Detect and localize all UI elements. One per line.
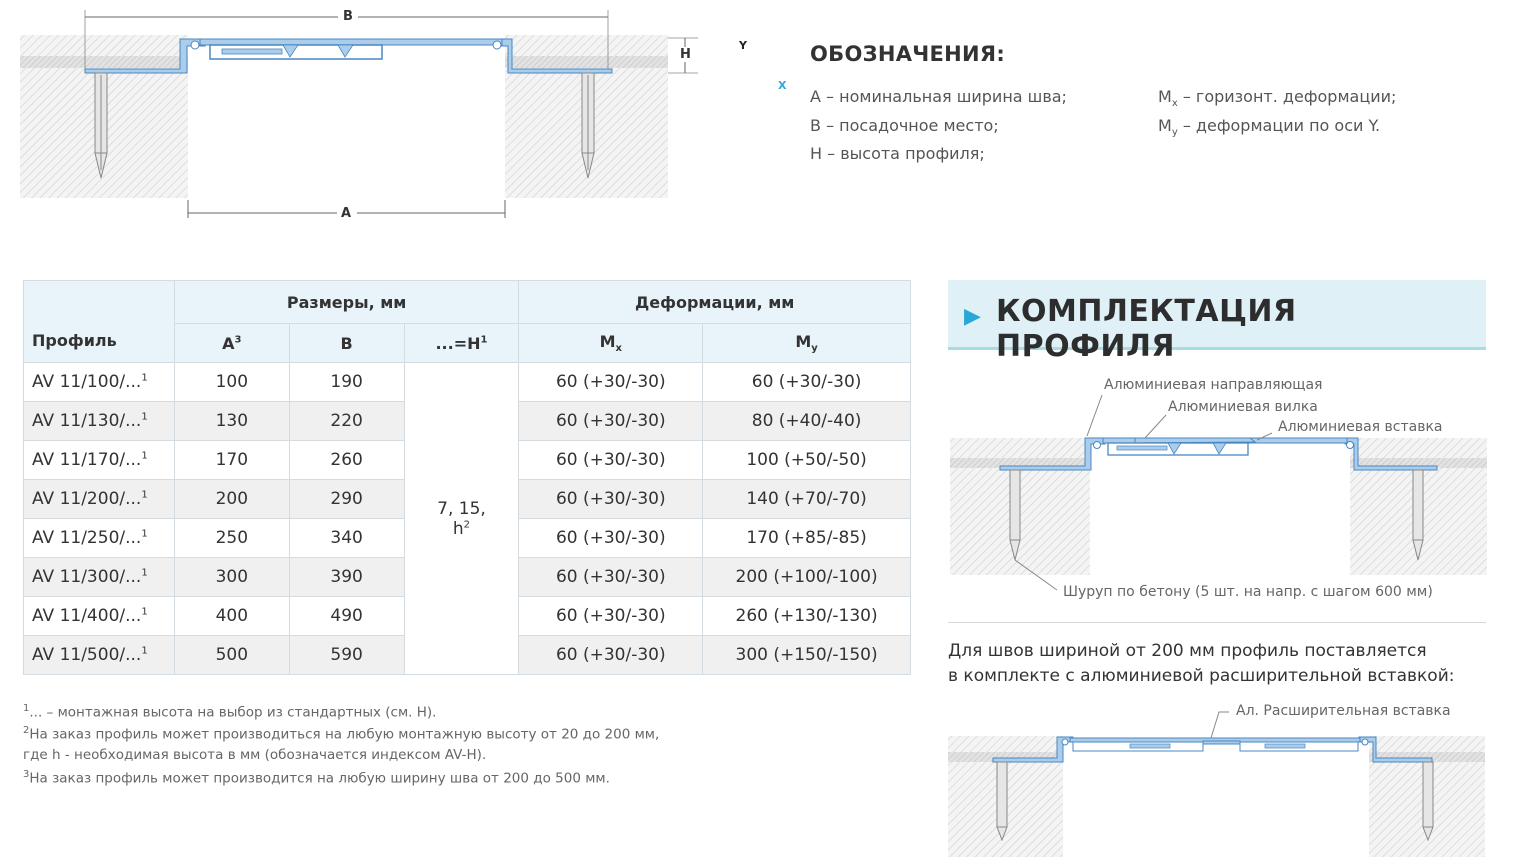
cell-mx: 60 (+30/-30) bbox=[519, 402, 703, 441]
right-anchor-screw bbox=[582, 73, 594, 178]
cell-mx: 60 (+30/-30) bbox=[519, 441, 703, 480]
legend-mx-symbol: M bbox=[1158, 87, 1172, 106]
cell-a: 130 bbox=[174, 402, 289, 441]
kit-section-title: КОМПЛЕКТАЦИЯ ПРОФИЛЯ bbox=[996, 294, 1297, 364]
col-header-h: $...=H^1$ bbox=[404, 324, 519, 363]
legend-item-my bbox=[1158, 116, 1380, 138]
cell-a: 500 bbox=[174, 636, 289, 675]
table-row bbox=[24, 363, 911, 402]
axis-y-label: Y bbox=[739, 39, 747, 52]
legend-my-symbol: M bbox=[1158, 116, 1172, 135]
exp-insert bbox=[1203, 741, 1240, 744]
left-screed-layer bbox=[20, 56, 188, 68]
exp-right-anchor bbox=[1423, 762, 1433, 840]
cell-b: 390 bbox=[289, 558, 404, 597]
footnote-2-cont: где h - необходимая высота в мм (обозначается индексом AV-H). bbox=[23, 747, 487, 763]
cell-h-merged: 7, 15, $h^2$ bbox=[404, 363, 519, 675]
cell-a: 170 bbox=[174, 441, 289, 480]
callout-guide: Алюминиевая направляющая bbox=[1104, 377, 1323, 393]
cell-profile: AV 11/500/...$^1$ bbox=[24, 636, 175, 675]
kit-divider bbox=[948, 622, 1486, 623]
cell-profile: AV 11/200/...$^1$ bbox=[24, 480, 175, 519]
footnote-1: $^1$... – монтажная высота на выбор из стандартных (см. Н). bbox=[23, 703, 437, 721]
cell-mx: 60 (+30/-30) bbox=[519, 558, 703, 597]
cell-my: 80 (+40/-40) bbox=[703, 402, 911, 441]
col-header-a: $А^3$ bbox=[174, 324, 289, 363]
cell-profile: AV 11/250/...$^1$ bbox=[24, 519, 175, 558]
cell-my: 140 (+70/-70) bbox=[703, 480, 911, 519]
cell-b: 490 bbox=[289, 597, 404, 636]
cell-my: 100 (+50/-50) bbox=[703, 441, 911, 480]
callout-fork: Алюминиевая вилка bbox=[1168, 399, 1318, 415]
dim-b-label: B bbox=[343, 9, 353, 24]
cell-my: 200 (+100/-100) bbox=[703, 558, 911, 597]
legend-title: ОБОЗНАЧЕНИЯ: bbox=[810, 42, 1006, 66]
cell-b: 340 bbox=[289, 519, 404, 558]
legend-mx-text: – горизонт. деформации; bbox=[1177, 87, 1397, 106]
footnote-3: $^3$На заказ профиль может производится на любую ширину шва от 200 до 500 мм. bbox=[23, 769, 610, 787]
profile-cross-section-diagram bbox=[0, 0, 720, 235]
callout-screw: Шуруп по бетону (5 шт. на напр. с шагом 600 мм) bbox=[1063, 584, 1433, 600]
cell-b: 590 bbox=[289, 636, 404, 675]
col-header-mx: $M_x$ bbox=[519, 324, 703, 363]
cell-mx: 60 (+30/-30) bbox=[519, 363, 703, 402]
legend-my-text: – деформации по оси Y. bbox=[1177, 116, 1381, 135]
cell-my: 60 (+30/-30) bbox=[703, 363, 911, 402]
dim-h-label: H bbox=[680, 47, 691, 62]
cell-profile: AV 11/300/...$^1$ bbox=[24, 558, 175, 597]
cell-a: 250 bbox=[174, 519, 289, 558]
top-cover-plate bbox=[200, 39, 502, 45]
kit-right-anchor bbox=[1413, 470, 1423, 560]
cell-mx: 60 (+30/-30) bbox=[519, 519, 703, 558]
cell-b: 190 bbox=[289, 363, 404, 402]
cell-profile: AV 11/400/...$^1$ bbox=[24, 597, 175, 636]
axis-x-label: X bbox=[778, 79, 787, 92]
col-header-my: $M_y$ bbox=[703, 324, 911, 363]
left-anchor-screw bbox=[95, 73, 107, 178]
callout-insert: Алюминиевая вставка bbox=[1278, 419, 1443, 435]
cell-my: 170 (+85/-85) bbox=[703, 519, 911, 558]
cell-mx: 60 (+30/-30) bbox=[519, 636, 703, 675]
cell-a: 100 bbox=[174, 363, 289, 402]
col-header-profile: Профиль bbox=[24, 281, 175, 363]
right-screed-layer bbox=[505, 56, 668, 68]
cell-mx: 60 (+30/-30) bbox=[519, 480, 703, 519]
expansion-diagram bbox=[945, 700, 1490, 857]
exp-left-anchor bbox=[997, 762, 1007, 840]
cell-b: 260 bbox=[289, 441, 404, 480]
kit-note-line-1: Для швов шириной от 200 мм профиль поставляется bbox=[948, 641, 1427, 661]
kit-note-line-2: в комплекте с алюминиевой расширительной вставкой: bbox=[948, 666, 1455, 686]
group-header-sizes: Размеры, мм bbox=[174, 281, 519, 324]
spec-table bbox=[23, 280, 911, 675]
cell-profile: AV 11/130/...$^1$ bbox=[24, 402, 175, 441]
legend-my-sub: y bbox=[1171, 127, 1178, 139]
play-arrow-icon: ▶ bbox=[964, 304, 981, 329]
legend-item-a: А – номинальная ширина шва; bbox=[810, 87, 1067, 106]
cell-my: 260 (+130/-130) bbox=[703, 597, 911, 636]
kit-section-header bbox=[948, 280, 1486, 364]
cell-profile: AV 11/100/...$^1$ bbox=[24, 363, 175, 402]
kit-left-anchor bbox=[1010, 470, 1020, 560]
cell-a: 300 bbox=[174, 558, 289, 597]
dim-a-label: A bbox=[341, 206, 352, 221]
legend-item-b: В – посадочное место; bbox=[810, 116, 999, 135]
group-header-deformations: Деформации, мм bbox=[519, 281, 911, 324]
col-header-b: В bbox=[289, 324, 404, 363]
cell-a: 400 bbox=[174, 597, 289, 636]
cell-a: 200 bbox=[174, 480, 289, 519]
cell-b: 220 bbox=[289, 402, 404, 441]
cell-profile: AV 11/170/...$^1$ bbox=[24, 441, 175, 480]
footnote-2: $^2$На заказ профиль может производиться на любую монтажную высоту от 20 до 200 мм, bbox=[23, 725, 660, 743]
cell-mx: 60 (+30/-30) bbox=[519, 597, 703, 636]
cell-b: 290 bbox=[289, 480, 404, 519]
legend-item-mx bbox=[1158, 87, 1396, 109]
cell-my: 300 (+150/-150) bbox=[703, 636, 911, 675]
legend-mx-sub: x bbox=[1171, 98, 1178, 110]
legend-item-h: Н – высота профиля; bbox=[810, 144, 985, 163]
callout-expansion-insert: Ал. Расширительная вставка bbox=[1236, 703, 1451, 719]
